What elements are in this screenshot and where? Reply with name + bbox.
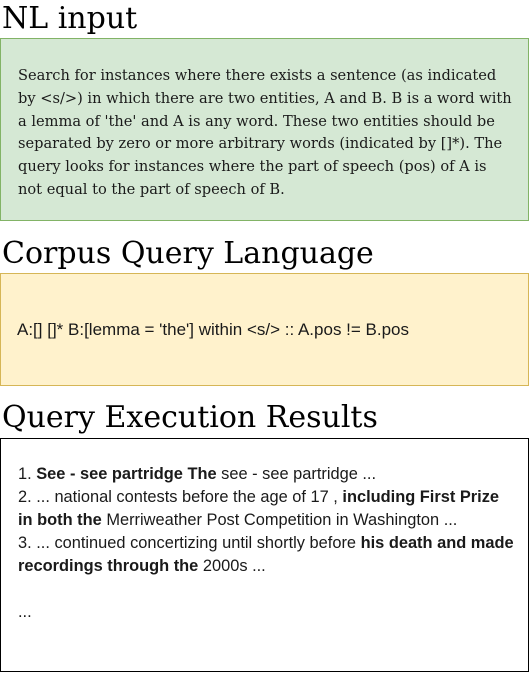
nl-input-text: Search for instances where there exists a sentence (as indicated by <s/>) in which there are two entities, A and B. B is a word with a lemma of 'the' and A is any word. These two entities should be separated by zero or more arbitrary words (indicated by []*). The query looks for instances where the part of speech (pos) of A is not equal to the part of speech of B. — [18, 67, 512, 198]
result-match: including First Prize in both the — [18, 488, 500, 529]
nl-input-box — [0, 38, 529, 221]
cql-heading: Corpus Query Language — [2, 236, 374, 271]
result-prefix: 2. ... national contests before the age of 17 , — [18, 488, 343, 506]
result-suffix: see - see partridge ... — [216, 465, 377, 483]
results-box — [0, 438, 529, 672]
result-item — [18, 532, 514, 578]
result-item — [18, 486, 514, 532]
result-match: his death and made recordings through the — [18, 534, 514, 575]
result-suffix: Merriweather Post Competition in Washington ... — [101, 511, 458, 529]
results-heading: Query Execution Results — [2, 400, 378, 435]
nl-input-heading: NL input — [2, 1, 138, 36]
results-more-ellipsis: ... — [18, 603, 32, 621]
result-item — [18, 463, 514, 486]
cql-box — [0, 273, 529, 386]
result-prefix: 1. — [18, 465, 37, 483]
result-match: See - see partridge The — [36, 465, 217, 483]
result-prefix: 3. ... continued concertizing until shortly before — [18, 534, 361, 552]
result-suffix: 2000s ... — [198, 557, 266, 575]
cql-query-text: A:[] []* B:[lemma = 'the'] within <s/> :: A.pos != B.pos — [17, 319, 410, 339]
